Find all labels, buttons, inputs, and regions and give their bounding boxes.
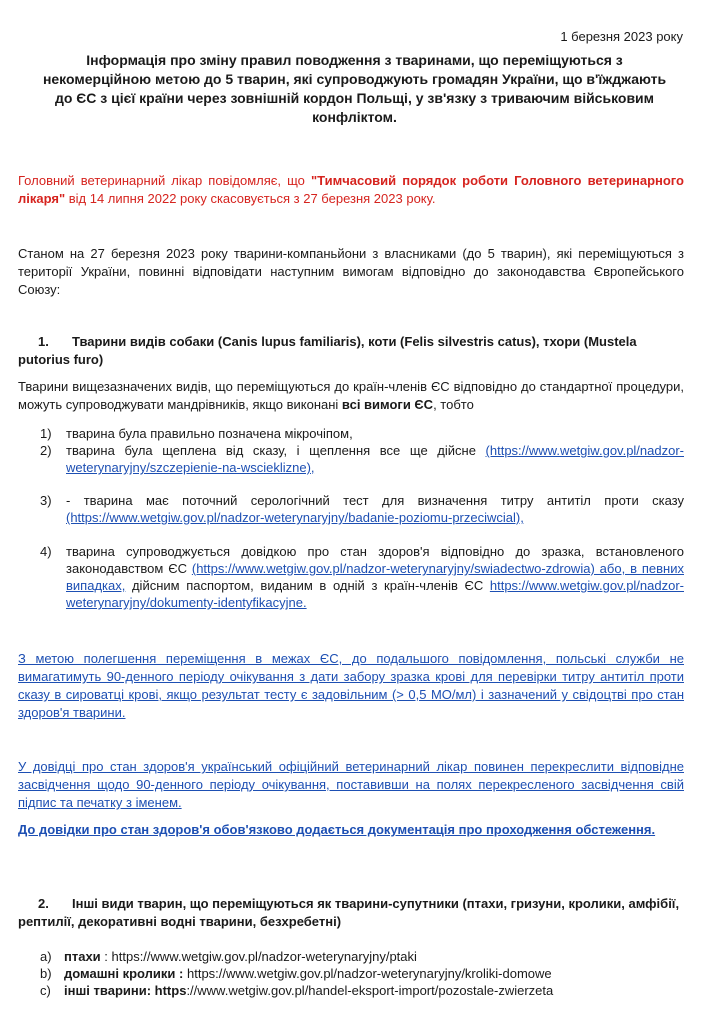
- list-item: [40, 965, 552, 982]
- list-item-number: 3): [40, 493, 52, 508]
- cancellation-notice: [18, 172, 684, 208]
- sub-item-letter: a): [40, 949, 52, 964]
- sub-item-label: інші тварини: https: [64, 983, 187, 998]
- other-animals-url[interactable]: ://www.wetgiw.gov.pl/handel-eksport-import/pozostale-zwierzeta: [186, 983, 554, 998]
- antibody-test-link[interactable]: (https://www.wetgiw.gov.pl/nadzor-weterynaryjny/badanie-poziomu-przeciwcial),: [66, 510, 524, 525]
- notice-bold: "Тимчасовий порядок роботи Головного ветеринарного лікаря": [18, 173, 684, 206]
- info-paragraph-documentation: До довідки про стан здоров'я обов'язково додається документація про проходження обстеження.: [18, 822, 656, 837]
- sub-item-letter: c): [40, 983, 51, 998]
- section-1-paragraph: [18, 378, 684, 414]
- notice-text-1: Головний ветеринарний лікар повідомляє, що: [18, 173, 311, 188]
- list-item: [40, 982, 553, 999]
- list-item: [40, 442, 684, 476]
- section-1-heading-text: Тварини видів собаки (Canis lupus familiaris), коти (Felis silvestris catus), тхори (Mustela putorius furo): [18, 334, 637, 367]
- list-item-number: 1): [40, 426, 52, 441]
- section-1-heading: [18, 333, 684, 369]
- list-item-number: 2): [40, 443, 52, 458]
- sub-item-label: птахи: [64, 949, 101, 964]
- list-item-text-2: дійсним паспортом, виданим в одній з країн-членів ЄС: [125, 578, 490, 593]
- list-item: [40, 492, 684, 526]
- section-1-para-end: , тобто: [433, 397, 474, 412]
- section-2-number: 2.: [38, 896, 49, 911]
- list-item-text: - тварина має поточний серологічний тест для визначення титру антитіл проти сказу: [66, 493, 684, 508]
- section-2-heading: [18, 895, 684, 931]
- notice-text-2: від 14 липня 2022 року скасовується з 27 березня 2023 року.: [65, 191, 436, 206]
- section-1-para-text: Тварини вищезазначених видів, що переміщуються до країн-членів ЄС відповідно до стандартної процедури, можуть супроводжувати мандрівників, якщо виконані: [18, 379, 684, 412]
- sub-item-separator: :: [100, 949, 112, 964]
- health-certificate-link[interactable]: (https://www.wetgiw.gov.pl/nadzor-weterynaryjny/swiadectwo-zdrowia) або, в певних випадках,: [66, 561, 684, 593]
- list-item-text: тварина була щеплена від сказу, і щеплення все ще дійсне: [66, 443, 486, 458]
- intro-paragraph: Станом на 27 березня 2023 року тварини-компаньйони з власниками (до 5 тварин), які переміщуються з території України, повинні відповідати наступним вимогам відповідно до законодавства Європейського Союзу:: [18, 246, 684, 297]
- list-item-text: тварина супроводжується довідкою про стан здоров'я відповідно до зразка, встановленого законодавством ЄС: [66, 544, 684, 576]
- info-paragraph-certificate: У довідці про стан здоров'я український офіційний ветеринарний лікар повинен перекреслити відповідне засвідчення щодо 90-денного періоду очікування, поставивши на полях перекресленого засвідчення свій підпис та печатку з іменем.: [18, 759, 684, 810]
- document-title: Інформація про зміну правил поводження з тваринами, що переміщуються з некомерційною метою до 5 тварин, які супроводжують громадян України, що в'їжджають до ЄС з цієї країни через зовнішній кордон Польщі, у зв'язку з триваючим військовим конфліктом.: [42, 52, 667, 125]
- identification-documents-link[interactable]: https://www.wetgiw.gov.pl/nadzor-weterynaryjny/dokumenty-identyfikacyjne.: [66, 578, 684, 610]
- birds-url[interactable]: https://www.wetgiw.gov.pl/nadzor-weterynaryjny/ptaki: [111, 949, 417, 964]
- sub-item-letter: b): [40, 966, 52, 981]
- section-2-heading-text: Інші види тварин, що переміщуються як тварини-супутники (птахи, гризуни, кролики, амфібії, рептилії, декоративні водні тварини, безхребетні): [18, 896, 680, 929]
- list-item-number: 4): [40, 544, 52, 559]
- list-item-text: тварина була правильно позначена мікрочіпом,: [66, 426, 353, 441]
- section-1-number: 1.: [38, 334, 49, 349]
- list-item: [40, 543, 684, 611]
- vaccination-link[interactable]: (https://www.wetgiw.gov.pl/nadzor-weterynaryjny/szczepienie-na-wscieklizne),: [66, 443, 684, 475]
- list-item: [40, 425, 684, 442]
- info-paragraph-waiting-period: З метою полегшення переміщення в межах ЄС, до подальшого повідомлення, польські служби не вимагатимуть 90-денного періоду очікування з дати забору зразка крові для перевірки титру антитіл проти сказу в сироватці крові, якщо результат тесту є задовільним (> 0,5 МО/мл) і зазначений у свідоцтві про стан здоров'я тварини.: [18, 651, 684, 720]
- section-1-para-bold: всі вимоги ЄС: [341, 397, 434, 412]
- document-date: 1 березня 2023 року: [560, 29, 683, 44]
- rabbits-url[interactable]: https://www.wetgiw.gov.pl/nadzor-weterynaryjny/kroliki-domowe: [187, 966, 552, 981]
- list-item: [40, 948, 417, 965]
- sub-item-label: домашні кролики :: [64, 966, 184, 981]
